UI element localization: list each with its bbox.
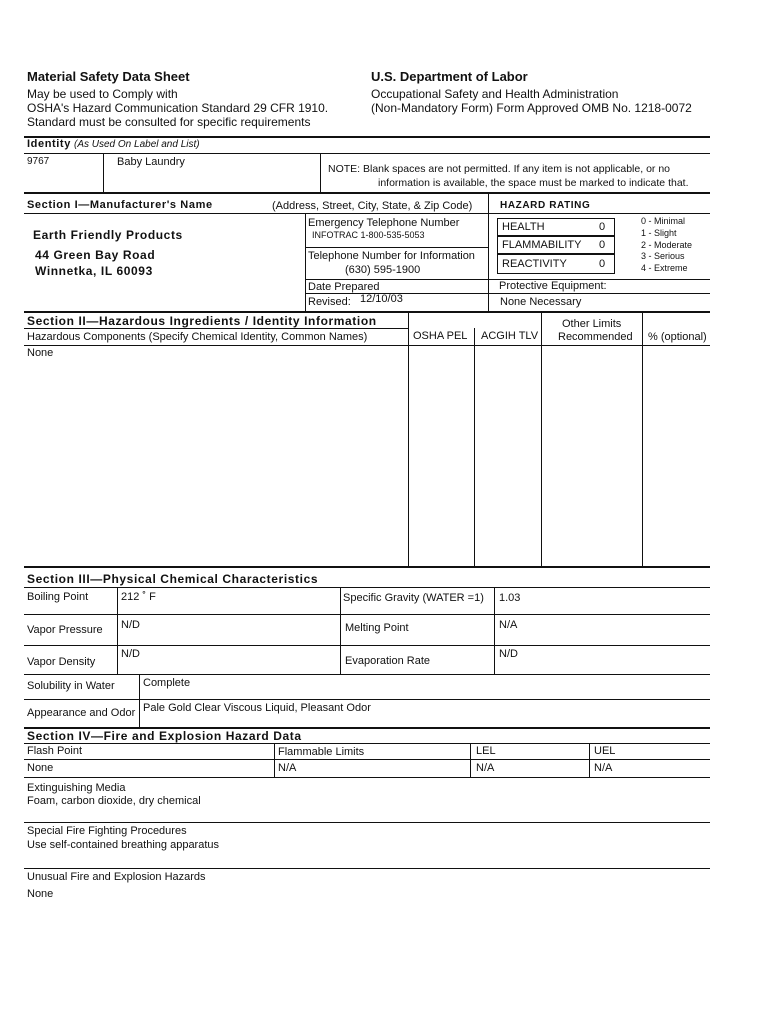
lel-value: N/A [476,762,495,774]
s3-col-a [117,587,118,643]
lel-label: LEL [476,745,496,757]
emergency-value: INFOTRAC 1-800-535-5053 [312,230,425,240]
section2-col-1 [408,312,409,566]
section3-title: Section III—Physical Chemical Characteristics [27,572,319,586]
identity-divider-1 [103,153,104,192]
hazard-flammability-value: 0 [599,239,606,251]
boiling-point-value: 212 ˚ F [121,591,156,603]
s3-col-b [340,587,341,674]
hazard-row-flammability [497,236,615,254]
other-limits-header-1: Other Limits [562,318,622,330]
identity-rule [24,153,710,154]
protective-value: None Necessary [500,296,582,308]
s3-col-d [139,674,140,727]
s4-rule-3 [24,822,710,823]
osha-pel-header: OSHA PEL [413,330,468,342]
section3-header-rule [24,587,710,588]
percent-header: % (optional) [648,331,707,343]
s3-rule-3 [24,674,710,675]
section2-col-3 [541,312,542,566]
section2-top-rule [24,311,710,313]
evaporation-rate-label: Evaporation Rate [345,655,430,667]
agency-title: U.S. Department of Labor [371,69,528,84]
contact-rule-2 [305,279,488,280]
appearance-label: Appearance and Odor [27,707,136,719]
hazard-reactivity-value: 0 [599,258,606,270]
identity-note-line-1: NOTE: Blank spaces are not permitted. If any item is not applicable, or no [328,163,670,175]
vapor-pressure-label: Vapor Pressure [27,624,103,636]
identity-code: 9767 [27,156,50,167]
flash-point-value: None [27,762,54,774]
acgih-tlv-header: ACGIH TLV [481,330,539,342]
evaporation-rate-value: N/D [499,648,518,660]
section2-col-2 [474,328,475,566]
unusual-hazards-label: Unusual Fire and Explosion Hazards [27,871,206,883]
hazard-scale-4: 4 - Extreme [641,263,688,273]
info-label: Telephone Number for Information [308,250,475,262]
s3-col-c [494,587,495,674]
section1-title: Section I—Manufacturer's Name [27,199,213,211]
unusual-hazards-value: None [27,888,54,900]
identity-heading [27,138,200,150]
address-label: (Address, Street, City, State, & Zip Code) [272,200,473,212]
other-limits-header-2: Recommended [558,331,633,343]
s3-rule-4 [24,699,710,700]
section4-title: Section IV—Fire and Explosion Hazard Data [27,729,302,743]
section3-top-rule [24,566,710,568]
date-label: Date Prepared [308,281,380,293]
identity-label: Identity [27,138,71,150]
section1-header-rule [24,213,710,214]
protective-label: Protective Equipment: [499,280,607,292]
revised-value: 12/10/03 [360,293,403,305]
hazard-scale-0: 0 - Minimal [641,216,686,226]
section2-col-4 [642,312,643,566]
company-name: Earth Friendly Products [33,228,183,242]
s3-rule-2 [24,645,710,646]
appearance-value: Pale Gold Clear Viscous Liquid, Pleasant Odor [143,702,371,714]
special-procedures-label: Special Fire Fighting Procedures [27,825,187,837]
extinguishing-media-value: Foam, carbon dioxide, dry chemical [27,795,201,807]
solubility-value: Complete [143,677,191,689]
ingredients-value: None [27,347,54,359]
s3-rule-1 [24,614,710,615]
section2-title: Section II—Hazardous Ingredients / Identity Information [27,314,377,328]
revised-label: Revised: [308,296,351,308]
company-street: 44 Green Bay Road [35,248,156,262]
special-procedures-value: Use self-contained breathing apparatus [27,839,220,851]
section2-title-rule [24,328,408,329]
hazard-title: HAZARD RATING [500,200,591,211]
emergency-label: Emergency Telephone Number [308,217,460,229]
company-city: Winnetka, IL 60093 [35,264,153,278]
info-value: (630) 595-1900 [345,264,421,276]
hazard-scale-2: 2 - Moderate [641,240,693,250]
specific-gravity-label: Specific Gravity (WATER =1) [343,592,484,604]
vapor-density-label: Vapor Density [27,656,96,668]
s3-col-a2 [117,643,118,674]
hazard-reactivity-label: REACTIVITY [502,258,567,270]
header-left-line-3: Standard must be consulted for specific requirements [27,115,311,129]
header-left-line-2: OSHA's Hazard Communication Standard 29 CFR 1910. [27,101,329,115]
header-left-line-1: May be used to Comply with [27,87,178,101]
flash-point-label: Flash Point [27,745,83,757]
form-title: Material Safety Data Sheet [27,69,190,84]
uel-value: N/A [594,762,613,774]
boiling-point-label: Boiling Point [27,591,89,603]
header-right-line-1: Occupational Safety and Health Administration [371,87,619,101]
s4-col-a [274,743,275,777]
identity-sublabel: (As Used On Label and List) [73,139,200,150]
section2-header-rule [24,345,710,346]
vapor-density-value: N/D [121,648,140,660]
solubility-label: Solubility in Water [27,680,115,692]
hazard-row-health [497,218,615,236]
specific-gravity-value: 1.03 [499,592,521,604]
s4-col-b [470,743,471,777]
vapor-pressure-value: N/D [121,619,140,631]
contact-rule-1 [305,247,488,248]
identity-divider-2 [320,153,321,192]
hazard-flammability-label: FLAMMABILITY [502,239,582,251]
components-label: Hazardous Components (Specify Chemical Identity, Common Names) [27,331,368,343]
melting-point-value: N/A [499,619,518,631]
contact-divider [305,213,306,311]
s4-rule-4 [24,868,710,869]
header-right-line-2: (Non-Mandatory Form) Form Approved OMB No. 1218-0072 [371,101,692,115]
hazard-scale-3: 3 - Serious [641,251,685,261]
hazard-health-value: 0 [599,221,606,233]
flammable-limits-label: Flammable Limits [278,746,365,758]
s4-rule-2 [24,777,710,778]
flammable-limits-value: N/A [278,762,297,774]
identity-name: Baby Laundry [117,156,185,168]
hazard-scale-1: 1 - Slight [641,228,677,238]
hazard-health-label: HEALTH [502,221,545,233]
hazard-row-reactivity [497,254,615,274]
protective-rule-2 [488,293,710,294]
section1-top-rule [24,192,710,194]
s4-col-c [589,743,590,777]
uel-label: UEL [594,745,616,757]
extinguishing-media-label: Extinguishing Media [27,782,126,794]
identity-note-line-2: information is available, the space must be marked to indicate that. [378,177,689,189]
section4-header-rule [24,743,710,744]
s4-rule-1 [24,759,710,760]
melting-point-label: Melting Point [345,622,409,634]
